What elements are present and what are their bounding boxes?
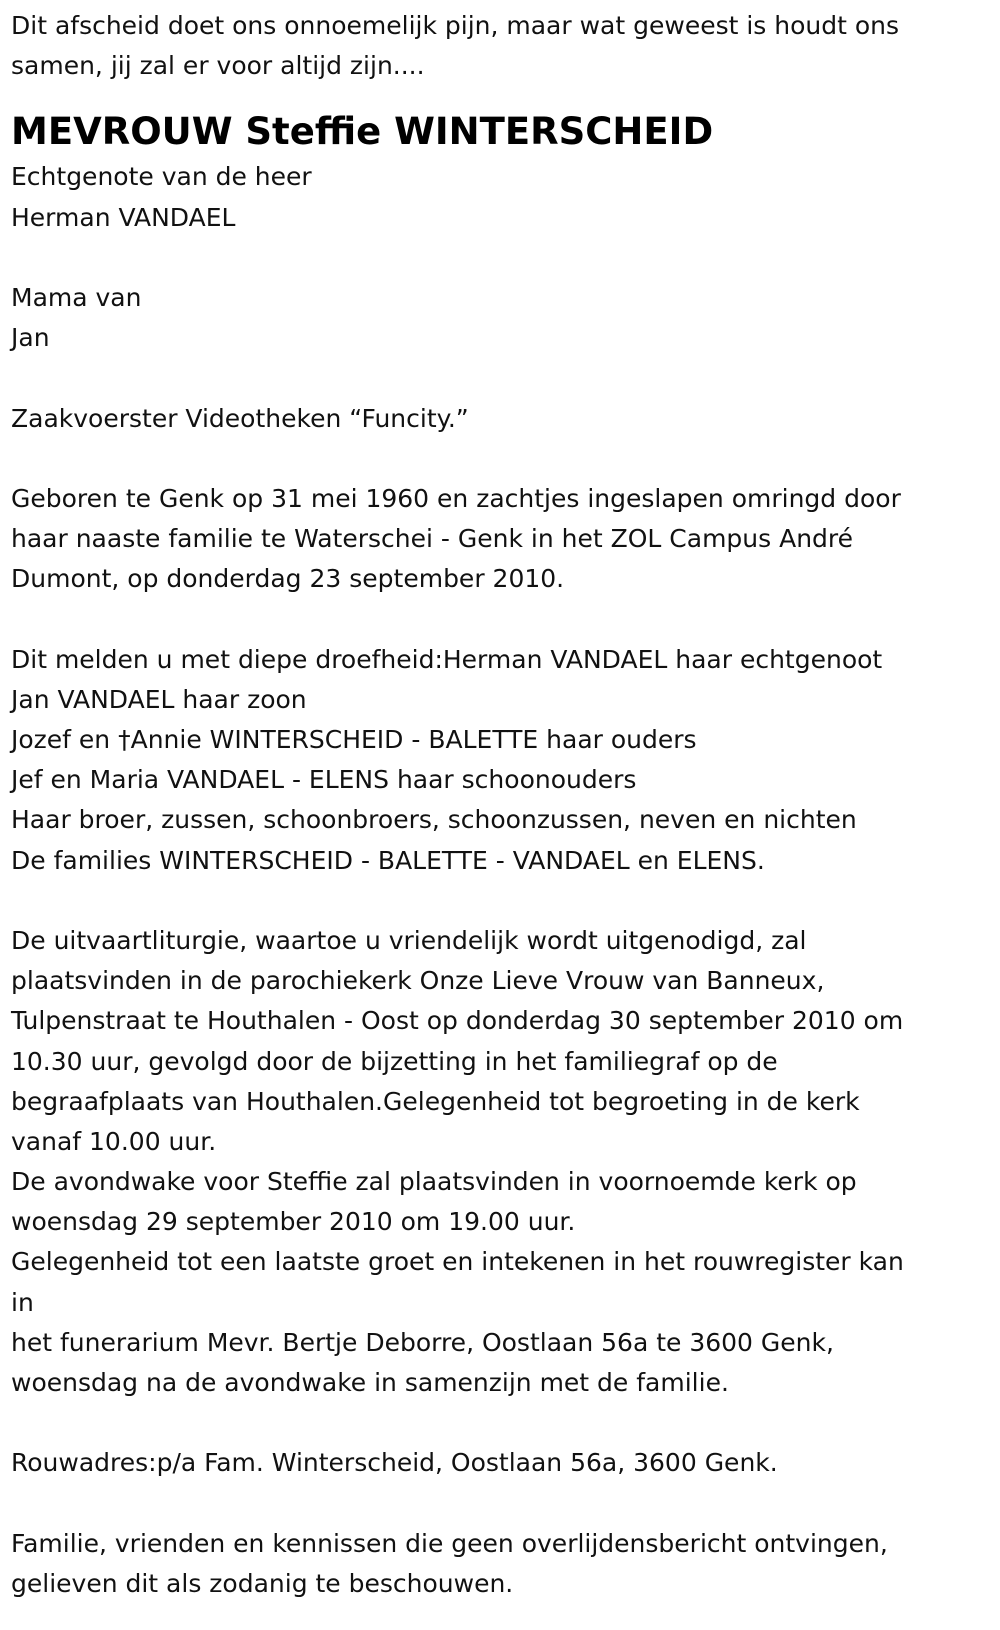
mother-of-block <box>11 278 986 358</box>
ceremony-paragraph <box>11 921 986 1403</box>
ceremony-line: begraafplaats van Houthalen.Gelegenheid tot begroeting in de kerk <box>11 1086 860 1116</box>
deceased-name-heading: MEVROUW Steffie WINTERSCHEID <box>11 110 714 154</box>
birth-death-line: Dumont, op donderdag 23 september 2010. <box>11 564 565 594</box>
announcer-line: Jozef en †Annie WINTERSCHEID - BALETTE haar ouders <box>11 725 697 754</box>
closing-paragraph <box>11 1524 986 1604</box>
intro-line: Dit afscheid doet ons onnoemelijk pijn, maar wat geweest is houdt ons <box>11 11 900 40</box>
mother-of-line: Mama van <box>11 282 142 312</box>
ceremony-line: het funerarium Mevr. Bertje Deborre, Oostlaan 56a te 3600 Genk, <box>11 1327 834 1357</box>
spacer <box>11 238 986 278</box>
announcer-line: Dit melden u met diepe droefheid:Herman VANDAEL haar echtgenoot <box>11 644 883 674</box>
spouse-line: Herman VANDAEL <box>11 202 236 232</box>
spouse-line: Echtgenote van de heer <box>11 162 312 192</box>
spacer <box>11 358 986 398</box>
ceremony-line: Tulpenstraat te Houthalen - Oost op donderdag 30 september 2010 om <box>11 1006 904 1036</box>
ceremony-line: in <box>11 1287 34 1317</box>
closing-line: Familie, vrienden en kennissen die geen overlijdensbericht ontvingen, <box>11 1528 888 1558</box>
intro-line: samen, jij zal er voor altijd zijn.... <box>11 51 425 81</box>
spacer <box>11 599 986 639</box>
mother-of-line: Jan <box>11 323 50 353</box>
spacer <box>11 881 986 921</box>
spacer <box>11 1403 986 1443</box>
spacer <box>11 1484 986 1524</box>
birth-death-paragraph <box>11 479 986 600</box>
announcers-paragraph <box>11 640 986 881</box>
ceremony-line: vanaf 10.00 uur. <box>11 1126 217 1156</box>
ceremony-line: 10.30 uur, gevolgd door de bijzetting in het familiegraf op de <box>11 1046 778 1076</box>
obituary-document <box>11 6 986 1604</box>
ceremony-line: De avondwake voor Steffie zal plaatsvinden in voornoemde kerk op <box>11 1167 857 1197</box>
mourning-address-line: Rouwadres:p/a Fam. Winterscheid, Oostlaan 56a, 3600 Genk. <box>11 1448 778 1478</box>
birth-death-line: haar naaste familie te Waterschei - Genk in het ZOL Campus André <box>11 524 854 554</box>
spouse-block <box>11 157 986 237</box>
occupation-line: Zaakvoerster Videotheken “Funcity.” <box>11 403 469 433</box>
birth-death-line: Geboren te Genk op 31 mei 1960 en zachtjes ingeslapen omringd door <box>11 483 901 513</box>
ceremony-line: woensdag na de avondwake in samenzijn met de familie. <box>11 1368 729 1397</box>
closing-line: gelieven dit als zodanig te beschouwen. <box>11 1568 514 1598</box>
announcer-line: Jef en Maria VANDAEL - ELENS haar schoonouders <box>11 765 637 795</box>
announcer-line: De families WINTERSCHEID - BALETTE - VANDAEL en ELENS. <box>11 845 765 875</box>
ceremony-line: De uitvaartliturgie, waartoe u vriendelijk wordt uitgenodigd, zal <box>11 925 807 955</box>
ceremony-line: Gelegenheid tot een laatste groet en intekenen in het rouwregister kan <box>11 1247 904 1277</box>
ceremony-line: plaatsvinden in de parochiekerk Onze Lieve Vrouw van Banneux, <box>11 966 825 996</box>
announcer-line: Haar broer, zussen, schoonbroers, schoonzussen, neven en nichten <box>11 805 857 835</box>
announcer-line: Jan VANDAEL haar zoon <box>11 684 307 714</box>
spacer <box>11 439 986 479</box>
intro-text <box>11 6 986 86</box>
ceremony-line: woensdag 29 september 2010 om 19.00 uur. <box>11 1207 576 1237</box>
